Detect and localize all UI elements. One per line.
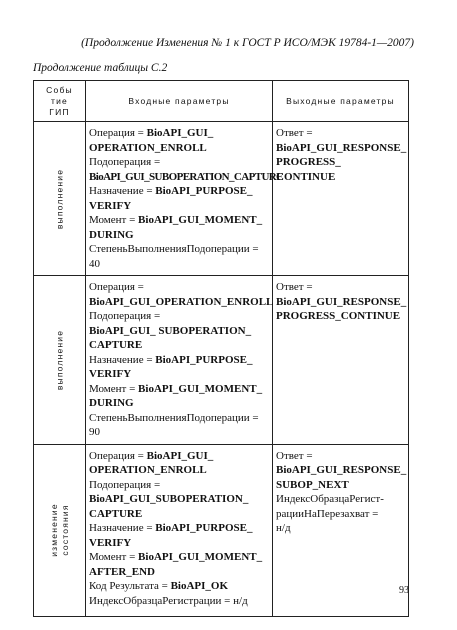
text-line bbox=[89, 199, 269, 214]
line-value: CONTINUE bbox=[276, 170, 336, 183]
line-value: BioAPI_PURPOSE_ bbox=[155, 185, 253, 197]
table-row bbox=[34, 276, 409, 445]
event-label: выполнение bbox=[54, 168, 64, 229]
text-line bbox=[276, 463, 405, 478]
line-value: BioAPI_GUI_SUBOPERATION_CAPTURE bbox=[89, 170, 283, 183]
line-label: Ответ = bbox=[276, 281, 313, 293]
text-line bbox=[89, 463, 269, 478]
text-line bbox=[89, 295, 274, 310]
line-label: Ответ = bbox=[276, 449, 313, 462]
table-c2 bbox=[33, 80, 409, 617]
line-value: BioAPI_PURPOSE_ bbox=[155, 353, 253, 366]
page-number: 93 bbox=[399, 585, 409, 596]
input-params-cell bbox=[86, 276, 273, 445]
line-value: CAPTURE bbox=[89, 507, 143, 520]
column-header-input: Входные параметры bbox=[86, 81, 273, 122]
event-cell bbox=[34, 276, 86, 445]
line-value: PROGRESS_ bbox=[276, 156, 341, 168]
line-value: VERIFY bbox=[89, 199, 132, 212]
column-header-event-line: тие bbox=[51, 95, 68, 106]
line-label: Подоперация = bbox=[89, 478, 161, 491]
text-line bbox=[89, 492, 269, 507]
event-label-line: состояния bbox=[59, 504, 70, 556]
output-params-cell bbox=[273, 122, 409, 276]
line-value: OPERATION_ENROLL bbox=[89, 141, 207, 154]
line-value: BioAPI_OK bbox=[170, 580, 229, 592]
line-label: Момент = bbox=[89, 382, 139, 395]
text-line bbox=[276, 170, 405, 185]
text-line bbox=[89, 507, 269, 522]
line-value: BioAPI_GUI_MOMENT_ bbox=[138, 551, 263, 563]
line-label: Назначение = bbox=[89, 185, 156, 197]
text-line bbox=[276, 492, 405, 507]
text-line bbox=[89, 155, 269, 170]
text-line bbox=[276, 295, 405, 310]
text-line bbox=[89, 594, 269, 609]
text-line bbox=[89, 353, 269, 368]
line-value: BioAPI_GUI_MOMENT_ bbox=[138, 214, 263, 226]
table-row bbox=[34, 444, 409, 616]
line-value: SUBOP_NEXT bbox=[276, 478, 349, 491]
cell-content bbox=[86, 122, 283, 275]
text-line bbox=[89, 396, 269, 411]
text-line bbox=[276, 309, 405, 324]
line-value: OPERATION_ENROLL bbox=[89, 464, 207, 476]
line-value: VERIFY bbox=[89, 368, 132, 380]
line-value: PROGRESS_CONTINUE bbox=[276, 310, 401, 322]
line-label: 40 bbox=[89, 257, 100, 270]
column-header-event bbox=[34, 81, 86, 122]
line-label: Подоперация = bbox=[89, 156, 161, 168]
text-line bbox=[276, 478, 405, 493]
event-label: выполнение bbox=[54, 329, 64, 390]
cell-content bbox=[86, 445, 272, 613]
text-line bbox=[89, 449, 269, 464]
event-cell bbox=[34, 122, 86, 276]
output-params-cell bbox=[273, 444, 409, 616]
page-header: (Продолжение Изменения № 1 к ГОСТ Р ИСО/МЭК 19784-1—2007) bbox=[81, 37, 414, 49]
cell-content bbox=[273, 122, 408, 188]
input-params-cell bbox=[86, 444, 273, 616]
line-value: BioAPI_GUI_ SUBOPERATION_ bbox=[89, 324, 252, 337]
text-line bbox=[89, 228, 269, 243]
line-value: BioAPI_GUI_ bbox=[146, 449, 214, 462]
column-header-event-line: Собы bbox=[46, 84, 73, 95]
text-line bbox=[89, 126, 269, 141]
text-line bbox=[89, 242, 269, 257]
event-label bbox=[49, 503, 71, 557]
cell-content bbox=[86, 276, 272, 444]
text-line bbox=[89, 324, 269, 339]
line-value: BioAPI_GUI_ bbox=[146, 127, 214, 139]
text-line bbox=[89, 280, 269, 295]
column-header-output: Выходные параметры bbox=[273, 81, 409, 122]
text-line bbox=[89, 184, 269, 199]
line-value: BioAPI_GUI_SUBOPERATION_ bbox=[89, 493, 249, 505]
table-continuation-caption: Продолжение таблицы С.2 bbox=[33, 62, 168, 74]
text-line bbox=[276, 521, 405, 536]
line-label: н/д bbox=[276, 522, 291, 534]
text-line bbox=[276, 126, 405, 141]
line-value: BioAPI_GUI_RESPONSE_ bbox=[276, 141, 407, 154]
line-value: BioAPI_GUI_RESPONSE_ bbox=[276, 295, 407, 308]
text-line bbox=[89, 565, 269, 580]
text-line bbox=[89, 550, 269, 565]
text-line bbox=[89, 425, 269, 440]
text-line bbox=[276, 155, 405, 170]
event-label-line: изменение bbox=[48, 503, 59, 557]
text-line bbox=[89, 141, 269, 156]
cell-content bbox=[273, 445, 408, 540]
output-params-cell bbox=[273, 276, 409, 445]
line-value: BioAPI_PURPOSE_ bbox=[155, 522, 253, 534]
text-line bbox=[89, 170, 283, 185]
line-value: VERIFY bbox=[89, 536, 132, 549]
text-line bbox=[89, 338, 269, 353]
text-line bbox=[276, 141, 405, 156]
text-line bbox=[89, 382, 269, 397]
line-value: DURING bbox=[89, 397, 134, 409]
line-label: ИндексОбразцаРегист- bbox=[276, 493, 384, 505]
line-label: рацииНаПерезахват = bbox=[276, 507, 379, 520]
line-label: Подоперация = bbox=[89, 310, 161, 322]
table-header-row bbox=[34, 81, 409, 122]
text-line bbox=[89, 309, 269, 324]
text-line bbox=[276, 280, 405, 295]
text-line bbox=[89, 257, 269, 272]
text-line bbox=[89, 536, 269, 551]
text-line bbox=[89, 213, 269, 228]
line-value: AFTER_END bbox=[89, 565, 156, 578]
line-label: Назначение = bbox=[89, 353, 156, 366]
table-row bbox=[34, 122, 409, 276]
text-line bbox=[89, 478, 269, 493]
line-label: Момент = bbox=[89, 214, 139, 226]
line-label: ИндексОбразцаРегистрации = н/д bbox=[89, 594, 248, 607]
text-line bbox=[89, 579, 269, 594]
line-label: Назначение = bbox=[89, 522, 156, 534]
line-label: Операция = bbox=[89, 281, 144, 293]
line-label: Код Результата = bbox=[89, 580, 171, 592]
line-label: СтепеньВыполненияПодоперации = bbox=[89, 243, 259, 255]
text-line bbox=[89, 411, 269, 426]
line-label: 90 bbox=[89, 426, 100, 438]
line-label: СтепеньВыполненияПодоперации = bbox=[89, 411, 259, 424]
line-label: Операция = bbox=[89, 127, 147, 139]
cell-content bbox=[273, 276, 408, 328]
line-value: BioAPI_GUI_RESPONSE_ bbox=[276, 464, 407, 476]
line-value: CAPTURE bbox=[89, 339, 143, 351]
text-line bbox=[276, 507, 405, 522]
text-line bbox=[276, 449, 405, 464]
input-params-cell bbox=[86, 122, 283, 276]
line-label: Момент = bbox=[89, 551, 139, 563]
column-header-event-line: ГИП bbox=[49, 106, 70, 117]
event-cell bbox=[34, 444, 86, 616]
text-line bbox=[89, 521, 269, 536]
line-label: Ответ = bbox=[276, 127, 313, 139]
line-value: BioAPI_GUI_OPERATION_ENROLL bbox=[89, 295, 274, 308]
line-value: DURING bbox=[89, 228, 134, 241]
text-line bbox=[89, 367, 269, 382]
line-label: Операция = bbox=[89, 449, 147, 462]
line-value: BioAPI_GUI_MOMENT_ bbox=[138, 382, 263, 395]
